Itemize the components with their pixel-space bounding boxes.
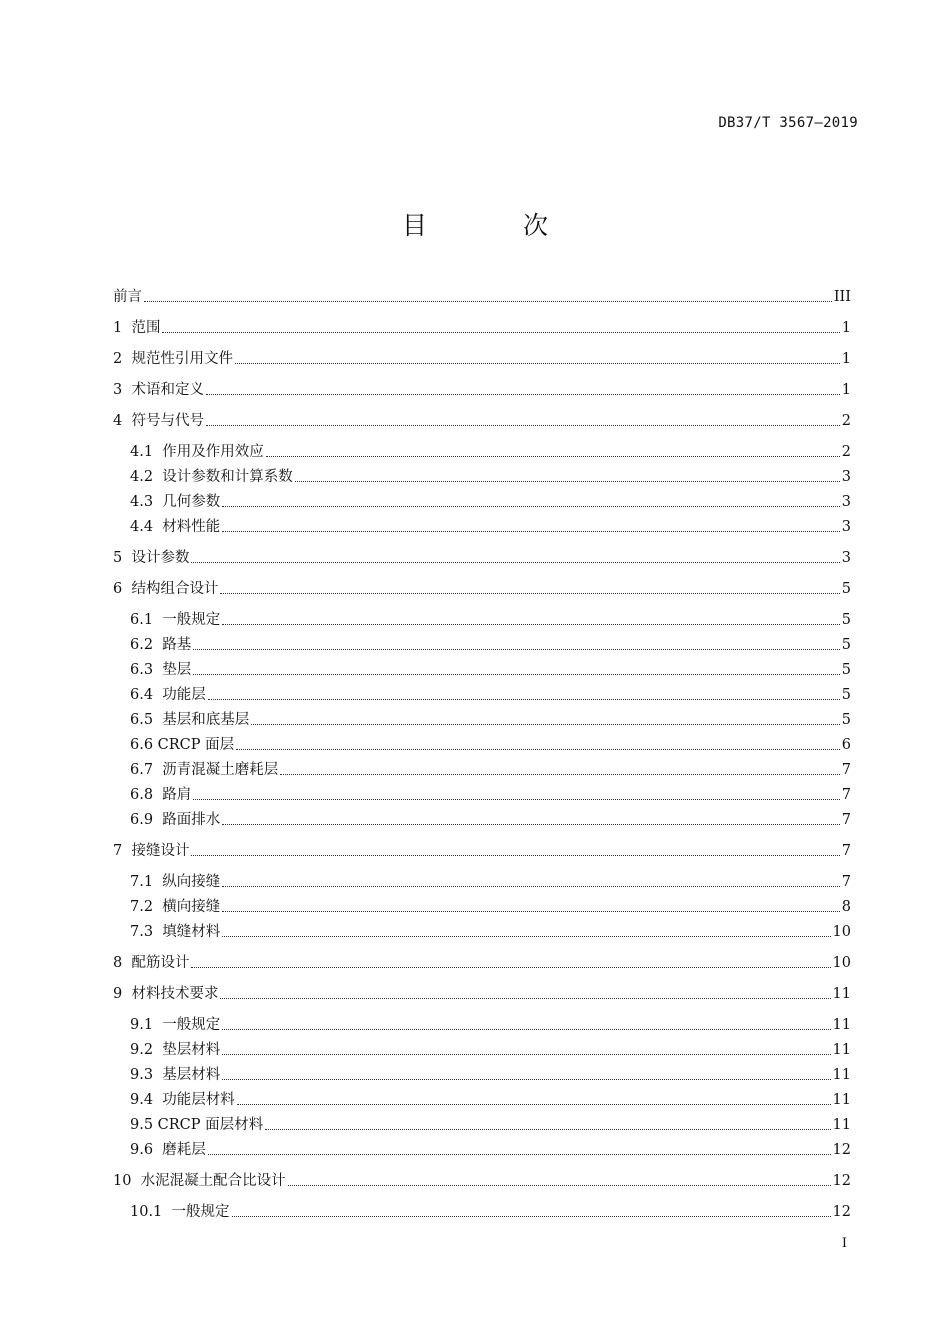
toc-entry-page: 3 [841, 519, 851, 535]
dot-leader [222, 1039, 830, 1061]
toc-entry-title: 5 设计参数 [113, 550, 190, 566]
toc-entry-page: 2 [841, 413, 851, 429]
toc-subentry[interactable] [130, 709, 851, 731]
toc-entry-title: 4.2 设计参数和计算系数 [130, 469, 293, 485]
toc-subentry[interactable] [130, 466, 851, 488]
toc-entry-title: 6.6 CRCP 面层 [130, 737, 235, 753]
dot-leader [222, 921, 830, 943]
page-title: 目 次 [402, 211, 592, 240]
dot-leader [191, 840, 839, 862]
dot-leader [222, 609, 839, 631]
toc-entry-page: III [833, 289, 851, 305]
toc-entry-title: 9.3 基层材料 [130, 1067, 221, 1083]
toc-subentry[interactable] [130, 516, 851, 538]
toc-entry-title: 9.6 磨耗层 [130, 1142, 206, 1158]
toc-entry-page: 11 [832, 1092, 851, 1108]
toc-entry[interactable] [113, 840, 851, 862]
toc-entry-page: 11 [832, 1067, 851, 1083]
toc-subentry[interactable] [130, 1014, 851, 1036]
dot-leader [193, 634, 839, 656]
toc-entry-page: 3 [841, 494, 851, 510]
toc-entry-page: 5 [841, 637, 851, 653]
document-code: DB37/T 3567—2019 [718, 115, 858, 131]
toc-entry-title: 10 水泥混凝土配合比设计 [113, 1173, 286, 1189]
toc-entry-page: 5 [841, 581, 851, 597]
toc-entry-page: 2 [841, 444, 851, 460]
toc-subentry[interactable] [130, 1201, 851, 1223]
dot-leader [222, 1014, 830, 1036]
toc-entry-title: 3 术语和定义 [113, 382, 204, 398]
toc-subentry[interactable] [130, 784, 851, 806]
dot-leader [222, 1064, 830, 1086]
toc-entry-title: 7 接缝设计 [113, 843, 190, 859]
toc-entry-title: 6.9 路面排水 [130, 812, 221, 828]
toc-entry-page: 6 [841, 737, 851, 753]
toc-entry-title: 9.2 垫层材料 [130, 1042, 221, 1058]
toc-entry-page: 7 [841, 874, 851, 890]
page-number: I [841, 1236, 847, 1251]
toc-subentry[interactable] [130, 634, 851, 656]
toc-subentry[interactable] [130, 759, 851, 781]
dot-leader [237, 1089, 831, 1111]
dot-leader [232, 1201, 831, 1223]
toc-entry-title: 6.7 沥青混凝土磨耗层 [130, 762, 279, 778]
toc-subentry[interactable] [130, 1039, 851, 1061]
dot-leader [206, 410, 840, 432]
toc-entry[interactable] [113, 286, 851, 308]
toc-subentry[interactable] [130, 1064, 851, 1086]
dot-leader [235, 348, 840, 370]
toc-entry-page: 11 [832, 1017, 851, 1033]
toc-entry-title: 4.3 几何参数 [130, 494, 221, 510]
toc-entry-title: 6 结构组合设计 [113, 581, 219, 597]
toc-entry-page: 1 [841, 351, 851, 367]
dot-leader [208, 684, 840, 706]
toc-entry-page: 1 [841, 382, 851, 398]
toc-subentry[interactable] [130, 896, 851, 918]
toc-entry-page: 7 [841, 787, 851, 803]
toc-subentry[interactable] [130, 921, 851, 943]
toc-entry-page: 7 [841, 812, 851, 828]
toc-entry-title: 10.1 一般规定 [130, 1204, 230, 1220]
toc-subentry[interactable] [130, 609, 851, 631]
toc-entry-title: 7.1 纵向接缝 [130, 874, 221, 890]
dot-leader [222, 516, 839, 538]
toc-entry[interactable] [113, 410, 851, 432]
toc-entry-page: 12 [832, 1173, 851, 1189]
toc-entry-page: 11 [832, 986, 851, 1002]
toc-subentry[interactable] [130, 871, 851, 893]
dot-leader [222, 809, 839, 831]
dot-leader [266, 441, 840, 463]
dot-leader [222, 491, 839, 513]
dot-leader [280, 759, 839, 781]
toc-entry[interactable] [113, 983, 851, 1005]
toc-subentry[interactable] [130, 1139, 851, 1161]
dot-leader [220, 578, 839, 600]
toc-entry-title: 6.8 路肩 [130, 787, 192, 803]
toc-entry-page: 3 [841, 550, 851, 566]
toc-entry[interactable] [113, 1170, 851, 1192]
toc-entry[interactable] [113, 348, 851, 370]
toc-entry-page: 7 [841, 762, 851, 778]
toc-entry[interactable] [113, 578, 851, 600]
toc-entry-title: 4 符号与代号 [113, 413, 204, 429]
toc-entry-page: 7 [841, 843, 851, 859]
toc-entry-page: 8 [841, 899, 851, 915]
toc-entry-page: 11 [832, 1042, 851, 1058]
dot-leader [295, 466, 840, 488]
toc-entry-title: 7.2 横向接缝 [130, 899, 221, 915]
dot-leader [288, 1170, 831, 1192]
toc-entry-title: 8 配筋设计 [113, 955, 190, 971]
toc-entry-page: 5 [841, 712, 851, 728]
dot-leader [144, 286, 832, 308]
toc-entry-page: 12 [832, 1204, 851, 1220]
toc-entry-title: 6.4 功能层 [130, 687, 206, 703]
toc-entry[interactable] [113, 317, 851, 339]
toc-entry-page: 1 [841, 320, 851, 336]
toc-subentry[interactable] [130, 659, 851, 681]
toc-entry-title: 2 规范性引用文件 [113, 351, 233, 367]
dot-leader [206, 379, 840, 401]
dot-leader [193, 659, 839, 681]
toc-entry-title: 前言 [113, 289, 142, 305]
toc-subentry[interactable] [130, 441, 851, 463]
toc-entry[interactable] [113, 952, 851, 974]
dot-leader [220, 983, 830, 1005]
dot-leader [265, 1114, 830, 1136]
toc-subentry[interactable] [130, 734, 851, 756]
toc-entry[interactable] [113, 547, 851, 569]
toc-entry-title: 1 范围 [113, 320, 161, 336]
toc-entry-title: 4.4 材料性能 [130, 519, 221, 535]
toc-entry-page: 5 [841, 612, 851, 628]
toc-subentry[interactable] [130, 491, 851, 513]
toc-subentry[interactable] [130, 809, 851, 831]
toc-entry-title: 6.3 垫层 [130, 662, 192, 678]
toc-entry-page: 11 [832, 1117, 851, 1133]
toc-entry-title: 9 材料技术要求 [113, 986, 219, 1002]
toc-entry-title: 9.1 一般规定 [130, 1017, 221, 1033]
dot-leader [162, 317, 839, 339]
toc-entry-title: 4.1 作用及作用效应 [130, 444, 264, 460]
dot-leader [191, 952, 830, 974]
toc-entry-title: 9.5 CRCP 面层材料 [130, 1117, 264, 1133]
toc-subentry[interactable] [130, 1114, 851, 1136]
dot-leader [193, 784, 839, 806]
toc-entry-page: 10 [832, 955, 851, 971]
dot-leader [222, 871, 839, 893]
toc-entry-title: 6.5 基层和底基层 [130, 712, 250, 728]
toc-entry[interactable] [113, 379, 851, 401]
toc-subentry[interactable] [130, 1089, 851, 1111]
toc-entry-page: 12 [832, 1142, 851, 1158]
dot-leader [208, 1139, 831, 1161]
toc-entry-page: 5 [841, 662, 851, 678]
toc-entry-title: 9.4 功能层材料 [130, 1092, 235, 1108]
dot-leader [251, 709, 839, 731]
toc-subentry[interactable] [130, 684, 851, 706]
toc-entry-page: 5 [841, 687, 851, 703]
toc-entry-title: 6.2 路基 [130, 637, 192, 653]
toc-entry-page: 10 [832, 924, 851, 940]
toc-entry-title: 6.1 一般规定 [130, 612, 221, 628]
dot-leader [222, 896, 839, 918]
toc-entry-title: 7.3 填缝材料 [130, 924, 221, 940]
dot-leader [236, 734, 840, 756]
toc-entry-page: 3 [841, 469, 851, 485]
dot-leader [191, 547, 839, 569]
